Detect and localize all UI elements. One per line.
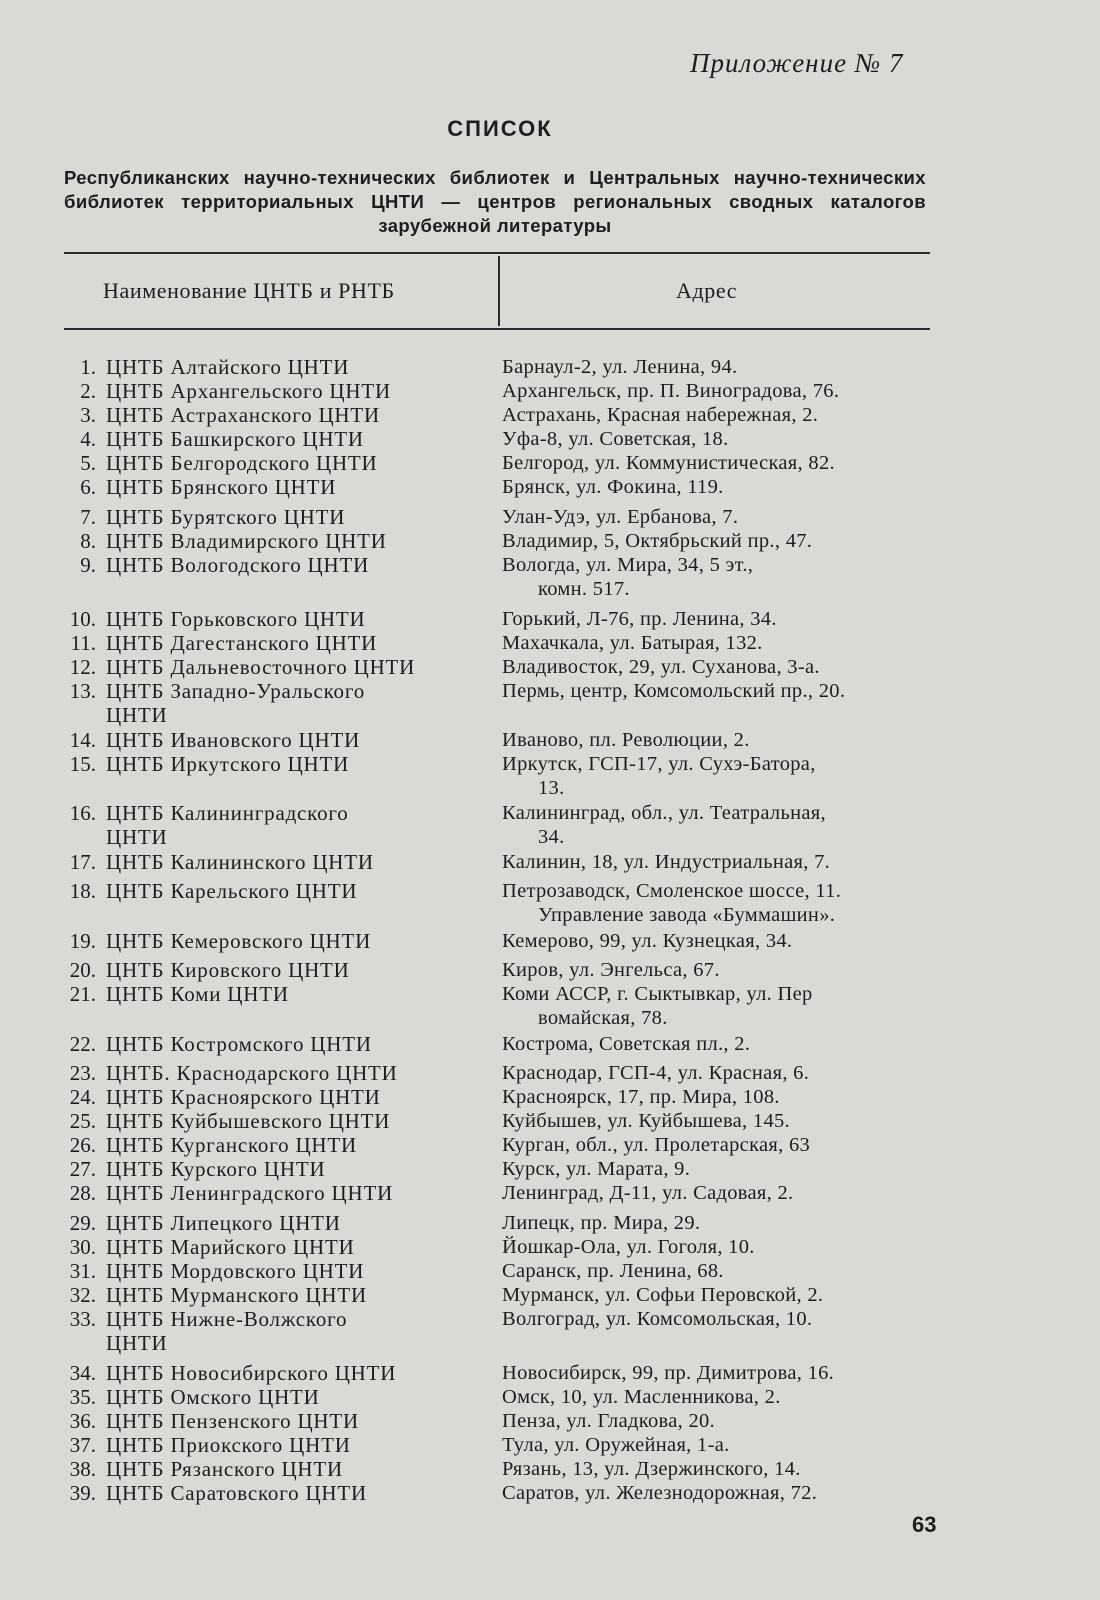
library-address xyxy=(502,380,932,404)
library-address-line: Кострома, Советская пл., 2. xyxy=(502,1033,751,1055)
row-number: 12. xyxy=(69,655,96,679)
library-name xyxy=(106,1434,486,1458)
library-name xyxy=(106,554,486,578)
library-name xyxy=(106,1308,486,1355)
library-name-line: ЦНТБ Карельского ЦНТИ xyxy=(106,879,358,903)
library-address-line: Вологда, ул. Мира, 34, 5 эт., xyxy=(502,554,754,576)
library-name-line: ЦНТБ Бурятского ЦНТИ xyxy=(106,505,346,529)
library-name-line: ЦНТИ xyxy=(106,1330,168,1355)
row-number: 13. xyxy=(69,679,96,703)
library-name xyxy=(106,1362,486,1386)
library-address-line: Краснодар, ГСП-4, ул. Красная, 6. xyxy=(502,1062,810,1084)
library-address-line: Калинин, 18, ул. Индустриальная, 7. xyxy=(502,851,831,873)
appendix-label: Приложение № 7 xyxy=(690,48,904,78)
column-header-name: Наименование ЦНТБ и РНТБ xyxy=(103,278,395,303)
library-address xyxy=(502,554,932,601)
library-name xyxy=(106,428,486,452)
library-name-line: ЦНТБ Белгородского ЦНТИ xyxy=(106,451,378,475)
row-number: 4. xyxy=(80,427,96,451)
row-number: 29. xyxy=(69,1211,96,1235)
library-name-line: ЦНТБ Алтайского ЦНТИ xyxy=(106,355,350,379)
row-number: 21. xyxy=(69,982,96,1006)
library-address-line: Пермь, центр, Комсомольский пр., 20. xyxy=(502,680,846,702)
library-name xyxy=(106,983,486,1007)
library-address xyxy=(502,1062,932,1086)
row-number: 3. xyxy=(80,403,96,427)
library-address xyxy=(502,506,932,530)
row-number: 5. xyxy=(80,451,96,475)
library-address xyxy=(502,404,932,428)
library-address-line: Красноярск, 17, пр. Мира, 108. xyxy=(502,1086,780,1108)
row-number: 16. xyxy=(69,801,96,825)
library-name-line: ЦНТБ Костромского ЦНТИ xyxy=(106,1032,372,1056)
library-name-line: ЦНТБ Кемеровского ЦНТИ xyxy=(106,929,372,953)
library-address xyxy=(502,1434,932,1458)
library-address-line: Волгоград, ул. Комсомольская, 10. xyxy=(502,1308,813,1330)
library-address xyxy=(502,452,932,476)
row-number: 2. xyxy=(80,379,96,403)
library-name xyxy=(106,1458,486,1482)
library-name-line: ЦНТБ Марийского ЦНТИ xyxy=(106,1235,355,1259)
library-name xyxy=(106,1410,486,1434)
library-address-line: Калининград, обл., ул. Театральная, xyxy=(502,802,826,824)
row-number: 33. xyxy=(69,1307,96,1331)
library-name xyxy=(106,1236,486,1260)
library-name-line: ЦНТБ Астраханского ЦНТИ xyxy=(106,403,380,427)
library-address xyxy=(502,1308,932,1332)
library-name-line: ЦНТБ Западно-Уральского xyxy=(106,679,366,703)
library-address-line: Ленинград, Д-11, ул. Садовая, 2. xyxy=(502,1182,794,1204)
library-address-line: Горький, Л-76, пр. Ленина, 34. xyxy=(502,608,777,630)
library-address-line: Иваново, пл. Революции, 2. xyxy=(502,729,750,751)
library-name-line: ЦНТБ Дагестанского ЦНТИ xyxy=(106,631,378,655)
library-name-line: ЦНТБ Курского ЦНТИ xyxy=(106,1157,326,1181)
library-address-line: Йошкар-Ола, ул. Гоголя, 10. xyxy=(502,1236,755,1258)
library-name xyxy=(106,452,486,476)
page-number: 63 xyxy=(912,1512,937,1537)
library-name xyxy=(106,880,486,904)
library-address xyxy=(502,851,932,875)
library-address-line: Курган, обл., ул. Пролетарская, 63 xyxy=(502,1134,811,1156)
library-address-line: Кемерово, 99, ул. Кузнецкая, 34. xyxy=(502,930,793,952)
library-address xyxy=(502,1482,932,1506)
library-name-line: ЦНТБ Владимирского ЦНТИ xyxy=(106,529,387,553)
library-address xyxy=(502,930,932,954)
library-address-line: Улан-Удэ, ул. Ербанова, 7. xyxy=(502,506,739,528)
column-divider xyxy=(498,256,500,326)
row-number: 36. xyxy=(69,1409,96,1433)
library-address-line: Саранск, пр. Ленина, 68. xyxy=(502,1260,724,1282)
library-address xyxy=(502,1386,932,1410)
library-name xyxy=(106,404,486,428)
library-name xyxy=(106,930,486,954)
page-title: СПИСОК xyxy=(447,116,553,141)
library-address xyxy=(502,880,932,927)
library-address-line: Мурманск, ул. Софьи Перовской, 2. xyxy=(502,1284,824,1306)
row-number: 17. xyxy=(69,850,96,874)
library-address-line: Коми АССР, г. Сыктывкар, ул. Пер xyxy=(502,983,813,1005)
library-name xyxy=(106,1260,486,1284)
library-name-line: ЦНТИ xyxy=(106,702,168,727)
row-number: 11. xyxy=(70,631,96,655)
row-number: 25. xyxy=(69,1109,96,1133)
library-name-line: ЦНТБ Калининградского xyxy=(106,801,349,825)
row-number: 38. xyxy=(69,1457,96,1481)
library-name xyxy=(106,656,486,680)
library-name-line: ЦНТБ Брянского ЦНТИ xyxy=(106,475,337,499)
library-address xyxy=(502,1362,932,1386)
row-number: 8. xyxy=(80,529,96,553)
library-address xyxy=(502,632,932,656)
library-name xyxy=(106,380,486,404)
table-header-rule xyxy=(64,328,930,330)
library-name xyxy=(106,1158,486,1182)
library-name-line: ЦНТБ Приокского ЦНТИ xyxy=(106,1433,351,1457)
library-address xyxy=(502,1212,932,1236)
library-name xyxy=(106,356,486,380)
library-address-line: Петрозаводск, Смоленское шоссе, 11. xyxy=(502,880,842,902)
library-name-line: ЦНТБ. Краснодарского ЦНТИ xyxy=(106,1061,398,1085)
library-name-line: ЦНТБ Иркутского ЦНТИ xyxy=(106,752,350,776)
library-address-line: Курск, ул. Марата, 9. xyxy=(502,1158,691,1180)
library-address-line: Махачкала, ул. Батырая, 132. xyxy=(502,632,763,654)
library-address xyxy=(502,656,932,680)
row-number: 7. xyxy=(80,505,96,529)
library-name xyxy=(106,959,486,983)
library-address-line: Куйбышев, ул. Куйбышева, 145. xyxy=(502,1110,790,1132)
library-address-line: комн. 517. xyxy=(538,577,630,600)
library-address-line: Саратов, ул. Железнодорожная, 72. xyxy=(502,1482,818,1504)
library-name-line: ЦНТБ Омского ЦНТИ xyxy=(106,1385,320,1409)
row-number: 39. xyxy=(69,1481,96,1505)
library-address xyxy=(502,680,932,704)
library-name-line: ЦНТБ Кировского ЦНТИ xyxy=(106,958,350,982)
library-address-line: 13. xyxy=(538,776,565,799)
library-address xyxy=(502,1158,932,1182)
library-name xyxy=(106,530,486,554)
library-name xyxy=(106,802,486,849)
library-name xyxy=(106,632,486,656)
row-number: 14. xyxy=(69,728,96,752)
library-address-line: 34. xyxy=(538,825,565,848)
library-address xyxy=(502,1110,932,1134)
row-number: 26. xyxy=(69,1133,96,1157)
library-name-line: ЦНТБ Рязанского ЦНТИ xyxy=(106,1457,343,1481)
row-number: 31. xyxy=(69,1259,96,1283)
library-name-line: ЦНТБ Архангельского ЦНТИ xyxy=(106,379,391,403)
library-name xyxy=(106,1062,486,1086)
library-name xyxy=(106,608,486,632)
library-address-line: Владимир, 5, Октябрьский пр., 47. xyxy=(502,530,813,552)
library-address xyxy=(502,428,932,452)
library-address-line: Уфа-8, ул. Советская, 18. xyxy=(502,428,729,450)
column-header-address: Адрес xyxy=(676,278,738,303)
library-name-line: ЦНТБ Мурманского ЦНТИ xyxy=(106,1283,367,1307)
library-address xyxy=(502,356,932,380)
library-name-line: ЦНТБ Ленинградского ЦНТИ xyxy=(106,1181,394,1205)
library-name-line: ЦНТБ Башкирского ЦНТИ xyxy=(106,427,364,451)
table-top-rule xyxy=(64,252,930,254)
library-name-line: ЦНТБ Новосибирского ЦНТИ xyxy=(106,1361,397,1385)
library-name xyxy=(106,476,486,500)
library-address xyxy=(502,1458,932,1482)
library-name-line: ЦНТБ Курганского ЦНТИ xyxy=(106,1133,357,1157)
library-address xyxy=(502,608,932,632)
library-name xyxy=(106,1284,486,1308)
library-address-line: Управление завода «Буммашин». xyxy=(538,903,836,926)
library-name xyxy=(106,1134,486,1158)
library-name-line: ЦНТБ Горьковского ЦНТИ xyxy=(106,607,366,631)
row-number: 19. xyxy=(69,929,96,953)
library-address xyxy=(502,1410,932,1434)
library-address xyxy=(502,959,932,983)
row-number: 23. xyxy=(69,1061,96,1085)
library-address-line: Новосибирск, 99, пр. Димитрова, 16. xyxy=(502,1362,835,1384)
row-number: 15. xyxy=(69,752,96,776)
library-address-line: Рязань, 13, ул. Дзержинского, 14. xyxy=(502,1458,801,1480)
row-number: 30. xyxy=(69,1235,96,1259)
row-number: 24. xyxy=(69,1085,96,1109)
row-number: 35. xyxy=(69,1385,96,1409)
row-number: 10. xyxy=(69,607,96,631)
library-address xyxy=(502,1236,932,1260)
library-address-line: Киров, ул. Энгельса, 67. xyxy=(502,959,720,981)
library-address xyxy=(502,1134,932,1158)
library-address xyxy=(502,1033,932,1057)
row-number: 22. xyxy=(69,1032,96,1056)
library-address xyxy=(502,1182,932,1206)
library-name xyxy=(106,1386,486,1410)
library-address xyxy=(502,530,932,554)
library-name-line: ЦНТБ Липецкого ЦНТИ xyxy=(106,1211,341,1235)
library-address-line: Астрахань, Красная набережная, 2. xyxy=(502,404,819,426)
library-name xyxy=(106,753,486,777)
row-number: 9. xyxy=(80,553,96,577)
library-address-line: вомайская, 78. xyxy=(538,1006,668,1029)
library-name-line: ЦНТБ Коми ЦНТИ xyxy=(106,982,289,1006)
library-name xyxy=(106,1212,486,1236)
library-name xyxy=(106,506,486,530)
row-number: 28. xyxy=(69,1181,96,1205)
library-name xyxy=(106,680,486,727)
library-name-line: ЦНТБ Саратовского ЦНТИ xyxy=(106,1481,367,1505)
row-number: 27. xyxy=(69,1157,96,1181)
library-address xyxy=(502,802,932,849)
library-name-line: ЦНТБ Пензенского ЦНТИ xyxy=(106,1409,359,1433)
library-name xyxy=(106,1482,486,1506)
library-address xyxy=(502,983,932,1030)
library-name xyxy=(106,1182,486,1206)
library-address-line: Омск, 10, ул. Масленникова, 2. xyxy=(502,1386,781,1408)
library-address-line: Владивосток, 29, ул. Суханова, 3-а. xyxy=(502,656,820,678)
library-name xyxy=(106,1110,486,1134)
library-name xyxy=(106,1033,486,1057)
row-number: 34. xyxy=(69,1361,96,1385)
library-name xyxy=(106,1086,486,1110)
library-address-line: Тула, ул. Оружейная, 1-а. xyxy=(502,1434,730,1456)
library-name-line: ЦНТБ Куйбышевского ЦНТИ xyxy=(106,1109,391,1133)
row-number: 1. xyxy=(80,355,96,379)
library-name-line: ЦНТБ Дальневосточного ЦНТИ xyxy=(106,655,416,679)
library-name-line: ЦНТБ Нижне-Волжского xyxy=(106,1307,348,1331)
row-number: 20. xyxy=(69,958,96,982)
library-name-line: ЦНТБ Мордовского ЦНТИ xyxy=(106,1259,365,1283)
library-name-line: ЦНТИ xyxy=(106,824,168,849)
library-address xyxy=(502,729,932,753)
library-name-line: ЦНТБ Ивановского ЦНТИ xyxy=(106,728,361,752)
library-address xyxy=(502,1086,932,1110)
library-address-line: Пенза, ул. Гладкова, 20. xyxy=(502,1410,715,1432)
row-number: 18. xyxy=(69,879,96,903)
library-name xyxy=(106,729,486,753)
row-number: 37. xyxy=(69,1433,96,1457)
row-number: 32. xyxy=(69,1283,96,1307)
library-address xyxy=(502,1284,932,1308)
library-address xyxy=(502,1260,932,1284)
library-name-line: ЦНТБ Калининского ЦНТИ xyxy=(106,850,374,874)
library-name xyxy=(106,851,486,875)
library-name-line: ЦНТБ Красноярского ЦНТИ xyxy=(106,1085,381,1109)
row-number: 6. xyxy=(80,475,96,499)
library-address-line: Барнаул-2, ул. Ленина, 94. xyxy=(502,356,738,378)
library-address-line: Липецк, пр. Мира, 29. xyxy=(502,1212,701,1234)
library-address-line: Иркутск, ГСП-17, ул. Сухэ-Батора, xyxy=(502,753,816,775)
library-address-line: Брянск, ул. Фокина, 119. xyxy=(502,476,724,498)
library-name-line: ЦНТБ Вологодского ЦНТИ xyxy=(106,553,370,577)
library-address-line: Архангельск, пр. П. Виноградова, 76. xyxy=(502,380,840,402)
library-address xyxy=(502,753,932,800)
library-address-line: Белгород, ул. Коммунистическая, 82. xyxy=(502,452,835,474)
page-subtitle: Республиканских научно-технических библиотек и Центральных научно-технических библиотек территориальных ЦНТИ — центров региональных сводных каталогов зарубежной литературы xyxy=(64,167,926,236)
library-address xyxy=(502,476,932,500)
